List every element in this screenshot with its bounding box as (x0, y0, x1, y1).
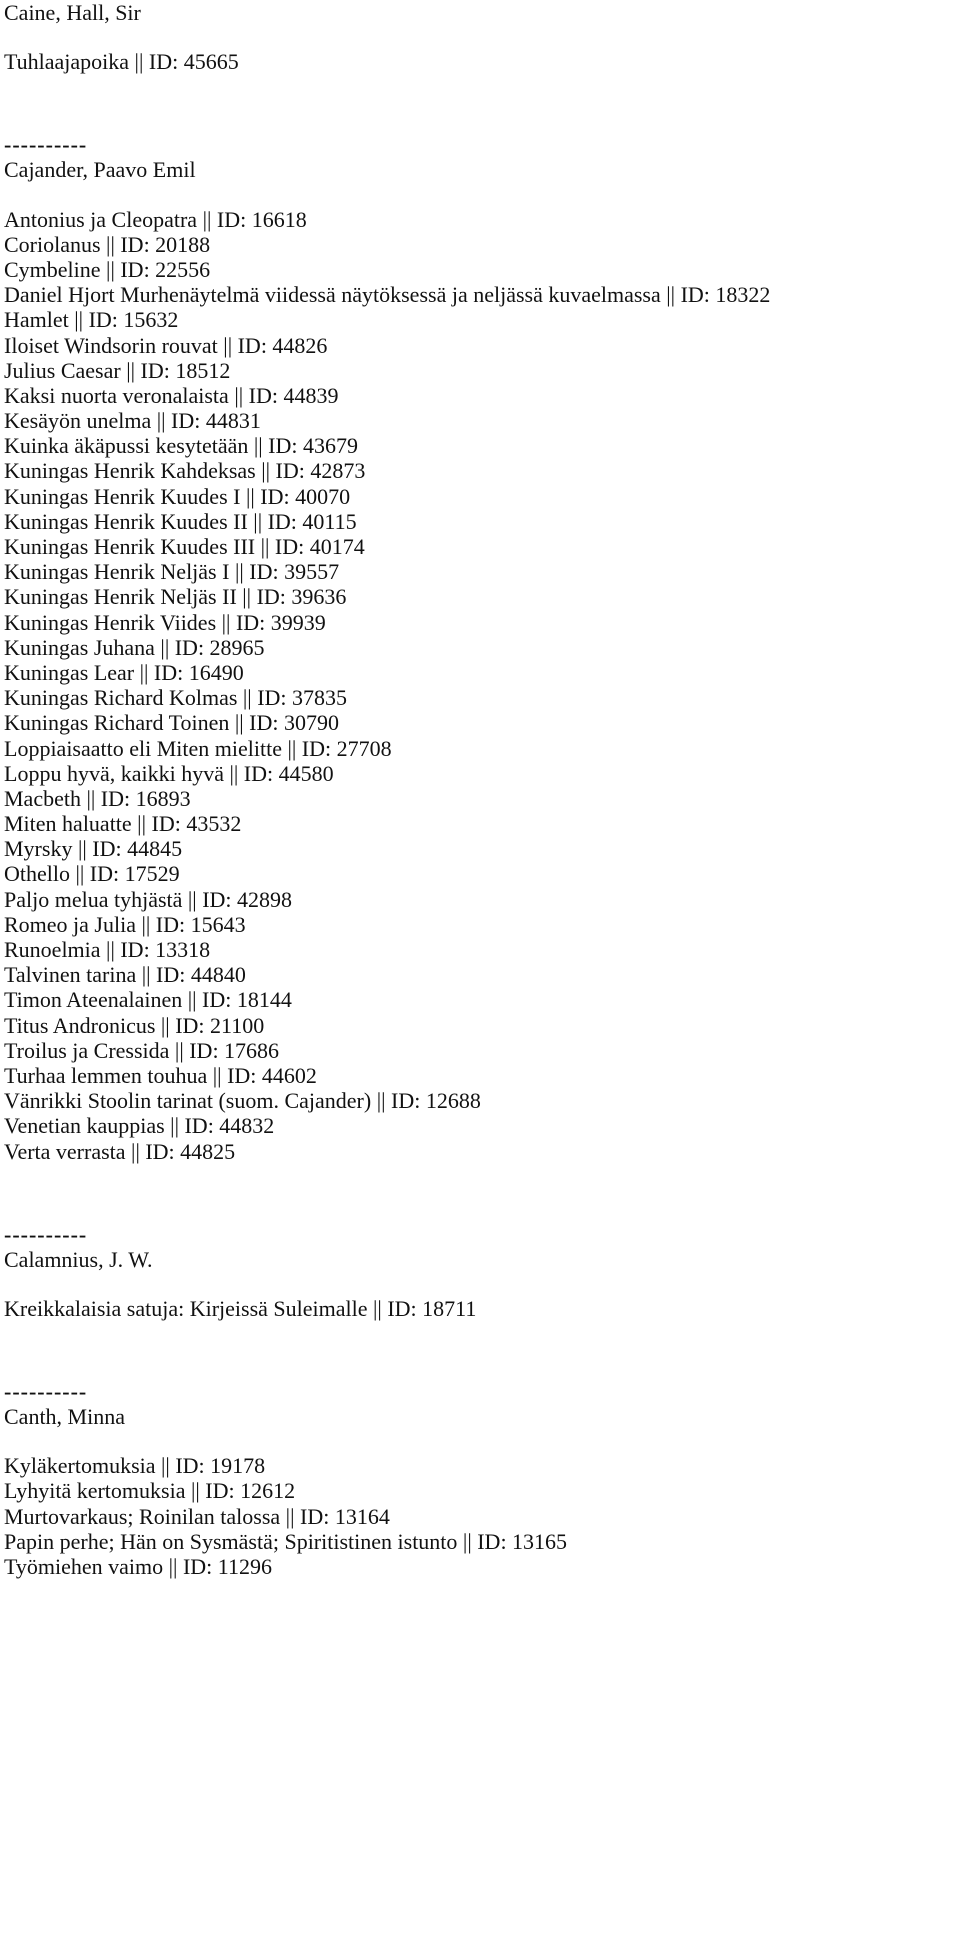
author-name: Calamnius, J. W. (4, 1246, 153, 1272)
separator: ---------- (4, 1379, 88, 1405)
work-entry: Kuningas Richard Toinen || ID: 30790 (4, 710, 339, 736)
work-entry: Työmiehen vaimo || ID: 11296 (4, 1554, 272, 1579)
work-entry: Romeo ja Julia || ID: 15643 (4, 911, 246, 937)
document-page (4, 0, 954, 1579)
work-entry: Venetian kauppias || ID: 44832 (4, 1113, 275, 1139)
work-entry: Kuningas Richard Kolmas || ID: 37835 (4, 685, 348, 711)
work-entry: Antonius ja Cleopatra || ID: 16618 (4, 206, 307, 232)
work-entry: Kuningas Henrik Kuudes I || ID: 40070 (4, 483, 351, 509)
work-entry: Cymbeline || ID: 22556 (4, 256, 211, 282)
work-entry: Timon Ateenalainen || ID: 18144 (4, 987, 292, 1013)
work-entry: Turhaa lemmen touhua || ID: 44602 (4, 1062, 317, 1088)
work-entry: Kuningas Henrik Viides || ID: 39939 (4, 609, 326, 635)
work-entry: Murtovarkaus; Roinilan talossa || ID: 13164 (4, 1503, 390, 1529)
work-entry: Macbeth || ID: 16893 (4, 785, 191, 811)
work-entry: Tuhlaajapoika || ID: 45665 (4, 49, 239, 75)
work-list (4, 207, 954, 1164)
work-entry: Kuningas Henrik Kuudes II || ID: 40115 (4, 508, 357, 534)
work-list (4, 1453, 954, 1579)
work-entry: Troilus ja Cressida || ID: 17686 (4, 1037, 280, 1063)
work-entry: Papin perhe; Hän on Sysmästä; Spiritistinen istunto || ID: 13165 (4, 1528, 568, 1554)
work-entry: Iloiset Windsorin rouvat || ID: 44826 (4, 332, 328, 358)
work-entry: Julius Caesar || ID: 18512 (4, 357, 231, 383)
work-entry: Talvinen tarina || ID: 44840 (4, 962, 246, 988)
work-entry: Kuningas Lear || ID: 16490 (4, 659, 244, 685)
work-entry: Loppu hyvä, kaikki hyvä || ID: 44580 (4, 760, 334, 786)
work-entry: Verta verrasta || ID: 44825 (4, 1138, 236, 1164)
work-entry: Runoelmia || ID: 13318 (4, 937, 211, 962)
author-name: Cajander, Paavo Emil (4, 157, 196, 183)
work-entry: Kuinka äkäpussi kesytetään || ID: 43679 (4, 433, 359, 459)
separator: ---------- (4, 132, 88, 158)
work-entry: Kuningas Henrik Neljäs I || ID: 39557 (4, 559, 340, 585)
separator: ---------- (4, 1221, 88, 1247)
work-entry: Coriolanus || ID: 20188 (4, 231, 211, 257)
work-entry: Kyläkertomuksia || ID: 19178 (4, 1453, 266, 1479)
work-entry: Kuningas Henrik Neljäs II || ID: 39636 (4, 584, 347, 610)
work-entry: Vänrikki Stoolin tarinat (suom. Cajander) || ID: 12688 (4, 1088, 481, 1114)
work-entry: Miten haluatte || ID: 43532 (4, 811, 242, 837)
work-entry: Daniel Hjort Murhenäytelmä viidessä näytöksessä ja neljässä kuvaelmassa || ID: 18322 (4, 282, 771, 308)
work-entry: Paljo melua tyhjästä || ID: 42898 (4, 886, 293, 912)
work-entry: Loppiaisaatto eli Miten mielitte || ID: 27708 (4, 735, 392, 761)
work-entry: Hamlet || ID: 15632 (4, 307, 179, 333)
work-entry: Kuningas Henrik Kuudes III || ID: 40174 (4, 534, 365, 559)
work-entry: Lyhyitä kertomuksia || ID: 12612 (4, 1478, 296, 1504)
work-entry: Kaksi nuorta veronalaista || ID: 44839 (4, 382, 339, 408)
work-entry: Othello || ID: 17529 (4, 861, 180, 887)
author-name: Canth, Minna (4, 1404, 125, 1430)
author-name: Caine, Hall, Sir (4, 0, 141, 25)
work-entry: Titus Andronicus || ID: 21100 (4, 1012, 265, 1038)
work-entry: Kuningas Juhana || ID: 28965 (4, 634, 265, 660)
work-entry: Myrsky || ID: 44845 (4, 836, 183, 862)
work-entry: Kesäyön unelma || ID: 44831 (4, 408, 261, 434)
work-entry: Kreikkalaisia satuja: Kirjeissä Suleimalle || ID: 18711 (4, 1295, 477, 1321)
work-entry: Kuningas Henrik Kahdeksas || ID: 42873 (4, 458, 366, 484)
